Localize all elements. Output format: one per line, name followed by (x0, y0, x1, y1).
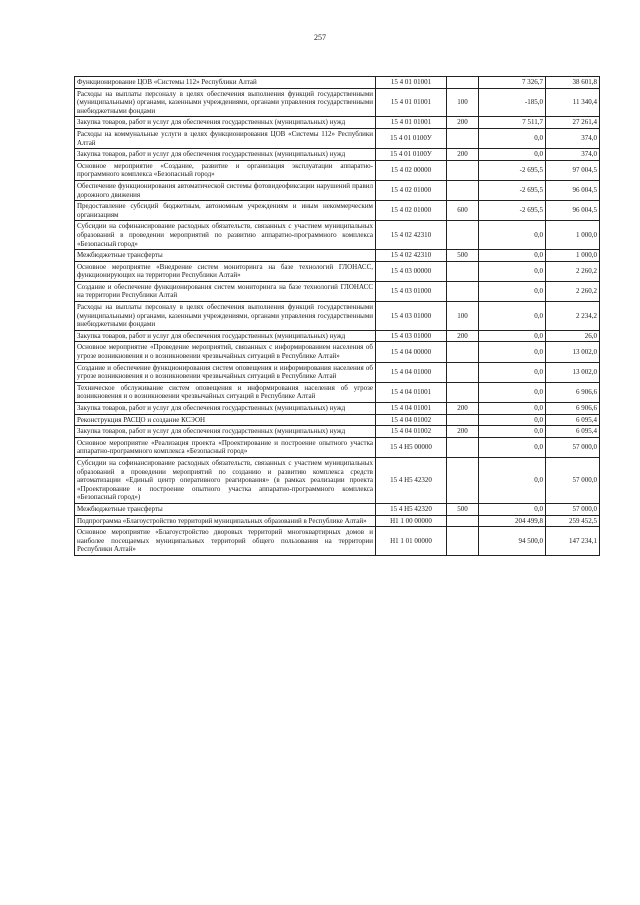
row-expense-type-cell: 600 (447, 201, 479, 221)
row-name-cell: Создание и обеспечение функционирования систем оповещения и информирования населения об угрозе возникновения и о возникновении чрезвычайных ситуаций в Республике Алтай (75, 362, 376, 382)
row-change-amount-cell: 94 500,0 (479, 527, 546, 556)
row-name-cell: Закупка товаров, работ и услуг для обеспечения государственных (муниципальных) нужд (75, 426, 376, 438)
row-code-cell: 15 4 01 01001 (376, 88, 447, 117)
row-change-amount-cell: 0,0 (479, 426, 546, 438)
row-code-cell: 15 4 02 00000 (376, 160, 447, 180)
table-row (75, 362, 600, 382)
row-name-cell: Реконструкция РАСЦО и создание КСЭОН (75, 414, 376, 426)
row-code-cell: 15 4 Н5 42320 (376, 503, 447, 515)
row-code-cell: 15 4 01 01001 (376, 77, 447, 89)
row-name-cell: Расходы на выплаты персоналу в целях обеспечения выполнения функций государственными (муниципальными) органами, казенными учреждениями, органами управления государственными внебюджетными фондами (75, 88, 376, 117)
row-total-amount-cell: 1 000,0 (546, 221, 600, 250)
row-name-cell: Создание и обеспечение функционирования систем мониторинга на базе технологий ГЛОНАСС на территории Республики Алтай (75, 281, 376, 301)
row-total-amount-cell: 6 906,6 (546, 382, 600, 402)
table-row (75, 261, 600, 281)
table-row (75, 250, 600, 262)
table-row (75, 515, 600, 527)
row-expense-type-cell: 200 (447, 330, 479, 342)
row-name-cell: Закупка товаров, работ и услуг для обеспечения государственных (муниципальных) нужд (75, 117, 376, 129)
table-row (75, 457, 600, 503)
table-row (75, 117, 600, 129)
row-expense-type-cell (447, 362, 479, 382)
row-name-cell: Межбюджетные трансферты (75, 250, 376, 262)
row-total-amount-cell: 13 002,0 (546, 362, 600, 382)
row-expense-type-cell (447, 77, 479, 89)
row-code-cell: 15 4 04 01001 (376, 403, 447, 415)
row-expense-type-cell: 100 (447, 302, 479, 331)
row-name-cell: Субсидии на софинансирование расходных обязательств, связанных с участием муниципальных образований в проведении мероприятий по развитию аппаратно-программного комплекса «Безопасный город» (75, 221, 376, 250)
table-row (75, 403, 600, 415)
row-expense-type-cell: 200 (447, 426, 479, 438)
row-code-cell: 15 4 04 01000 (376, 362, 447, 382)
row-code-cell: 15 4 03 00000 (376, 261, 447, 281)
row-total-amount-cell: 1 000,0 (546, 250, 600, 262)
row-expense-type-cell (447, 382, 479, 402)
row-total-amount-cell: 27 261,4 (546, 117, 600, 129)
table-row (75, 437, 600, 457)
row-expense-type-cell (447, 221, 479, 250)
row-code-cell: 15 4 01 0100У (376, 149, 447, 161)
row-code-cell: 15 4 03 01000 (376, 281, 447, 301)
row-change-amount-cell: 204 499,8 (479, 515, 546, 527)
table-row (75, 128, 600, 148)
row-change-amount-cell: 0,0 (479, 281, 546, 301)
row-change-amount-cell: 0,0 (479, 382, 546, 402)
row-change-amount-cell: 0,0 (479, 221, 546, 250)
row-change-amount-cell: 0,0 (479, 503, 546, 515)
row-total-amount-cell: 96 004,5 (546, 201, 600, 221)
row-name-cell: Субсидии на софинансирование расходных обязательств, связанных с участием муниципальных образований в проведении мероприятий по созданию и развитию комплекса средств автоматизации «Единый центр оперативного реагирования» (в рамках реализации проекта «Проектирование и построение опытного участка аппаратно-программного комплекса «Безопасный город») (75, 457, 376, 503)
row-total-amount-cell: 57 000,0 (546, 437, 600, 457)
table-row (75, 149, 600, 161)
row-code-cell: 15 4 04 00000 (376, 342, 447, 362)
row-code-cell: 15 4 02 42310 (376, 250, 447, 262)
table-row (75, 180, 600, 200)
row-name-cell: Закупка товаров, работ и услуг для обеспечения государственных (муниципальных) нужд (75, 403, 376, 415)
row-code-cell: 15 4 Н5 42320 (376, 457, 447, 503)
row-code-cell: 15 4 01 01001 (376, 117, 447, 129)
row-change-amount-cell: 7 326,7 (479, 77, 546, 89)
table-row (75, 77, 600, 89)
row-change-amount-cell: 0,0 (479, 149, 546, 161)
row-total-amount-cell: 13 002,0 (546, 342, 600, 362)
table-row (75, 88, 600, 117)
row-name-cell: Предоставление субсидий бюджетным, автономным учреждениям и иным некоммерческим организациям (75, 201, 376, 221)
row-total-amount-cell: 147 234,1 (546, 527, 600, 556)
row-expense-type-cell: 200 (447, 403, 479, 415)
row-total-amount-cell: 6 095,4 (546, 426, 600, 438)
row-change-amount-cell: 0,0 (479, 261, 546, 281)
row-total-amount-cell: 38 601,8 (546, 77, 600, 89)
row-code-cell: 15 4 03 01000 (376, 302, 447, 331)
table-row (75, 221, 600, 250)
table-row (75, 330, 600, 342)
row-code-cell: 15 4 04 01002 (376, 426, 447, 438)
row-expense-type-cell (447, 180, 479, 200)
row-total-amount-cell: 96 004,5 (546, 180, 600, 200)
row-change-amount-cell: 0,0 (479, 330, 546, 342)
row-name-cell: Закупка товаров, работ и услуг для обеспечения государственных (муниципальных) нужд (75, 149, 376, 161)
row-name-cell: Основное мероприятие «Реализация проекта «Проектирование и построение опытного участка аппаратно-программного комплекса «Безопасный город» (75, 437, 376, 457)
row-total-amount-cell: 57 000,0 (546, 457, 600, 503)
budget-table-body (75, 77, 600, 556)
row-code-cell: 15 4 02 42310 (376, 221, 447, 250)
row-code-cell: Н1 1 01 00000 (376, 527, 447, 556)
row-name-cell: Техническое обслуживание систем оповещения и информирования населения об угрозе возникновения и о возникновении чрезвычайных ситуаций в Республике Алтай (75, 382, 376, 402)
table-row (75, 302, 600, 331)
row-change-amount-cell: 0,0 (479, 302, 546, 331)
row-change-amount-cell: -2 695,5 (479, 180, 546, 200)
table-row (75, 160, 600, 180)
table-row (75, 503, 600, 515)
table-row (75, 426, 600, 438)
row-change-amount-cell: 0,0 (479, 414, 546, 426)
row-total-amount-cell: 2 260,2 (546, 261, 600, 281)
row-expense-type-cell: 200 (447, 117, 479, 129)
row-total-amount-cell: 97 004,5 (546, 160, 600, 180)
row-change-amount-cell: -185,0 (479, 88, 546, 117)
row-code-cell: 15 4 01 0100У (376, 128, 447, 148)
row-expense-type-cell: 200 (447, 149, 479, 161)
row-code-cell: 15 4 Н5 00000 (376, 437, 447, 457)
row-total-amount-cell: 374,0 (546, 149, 600, 161)
row-change-amount-cell: -2 695,5 (479, 160, 546, 180)
row-expense-type-cell (447, 160, 479, 180)
row-name-cell: Основное мероприятие «Проведение мероприятий, связанных с информированием населения об угрозе возникновения и о возникновении чрезвычайных ситуаций в Республике Алтай» (75, 342, 376, 362)
table-row (75, 201, 600, 221)
row-name-cell: Функционирование ЦОВ «Системы 112» Республики Алтай (75, 77, 376, 89)
row-change-amount-cell: 7 511,7 (479, 117, 546, 129)
row-total-amount-cell: 57 000,0 (546, 503, 600, 515)
row-code-cell: 15 4 02 01000 (376, 201, 447, 221)
row-change-amount-cell: 0,0 (479, 457, 546, 503)
row-total-amount-cell: 11 340,4 (546, 88, 600, 117)
row-total-amount-cell: 2 260,2 (546, 281, 600, 301)
row-expense-type-cell: 500 (447, 250, 479, 262)
row-change-amount-cell: 0,0 (479, 362, 546, 382)
row-name-cell: Расходы на выплаты персоналу в целях обеспечения выполнения функций государственными (муниципальными) органами, казенными учреждениями, органами управления государственными внебюджетными фондами (75, 302, 376, 331)
row-total-amount-cell: 26,0 (546, 330, 600, 342)
row-expense-type-cell (447, 281, 479, 301)
row-expense-type-cell (447, 342, 479, 362)
row-name-cell: Межбюджетные трансферты (75, 503, 376, 515)
row-expense-type-cell: 500 (447, 503, 479, 515)
row-change-amount-cell: 0,0 (479, 342, 546, 362)
row-code-cell: 15 4 04 01001 (376, 382, 447, 402)
row-change-amount-cell: 0,0 (479, 250, 546, 262)
table-row (75, 414, 600, 426)
page-number: 257 (314, 33, 326, 42)
row-name-cell: Подпрограмма «Благоустройство территорий муниципальных образований в Республике Алтай» (75, 515, 376, 527)
row-name-cell: Основное мероприятие «Создание, развитие и организация эксплуатации аппаратно-программного комплекса «Безопасный город» (75, 160, 376, 180)
row-change-amount-cell: 0,0 (479, 128, 546, 148)
row-change-amount-cell: 0,0 (479, 403, 546, 415)
row-name-cell: Расходы на коммунальные услуги в целях функционирования ЦОВ «Системы 112» Республики Алтай (75, 128, 376, 148)
row-code-cell: 15 4 02 01000 (376, 180, 447, 200)
budget-table (74, 76, 600, 556)
row-change-amount-cell: 0,0 (479, 437, 546, 457)
row-total-amount-cell: 374,0 (546, 128, 600, 148)
row-expense-type-cell: 100 (447, 88, 479, 117)
row-expense-type-cell (447, 437, 479, 457)
row-total-amount-cell: 6 095,4 (546, 414, 600, 426)
row-expense-type-cell (447, 527, 479, 556)
row-total-amount-cell: 259 452,5 (546, 515, 600, 527)
row-total-amount-cell: 6 906,6 (546, 403, 600, 415)
table-row (75, 342, 600, 362)
row-code-cell: 15 4 03 01000 (376, 330, 447, 342)
row-name-cell: Обеспечение функционирования автоматической системы фотовидеофиксации нарушений правил дорожного движения (75, 180, 376, 200)
row-name-cell: Основное мероприятие «Благоустройство дворовых территорий многоквартирных домов и наиболее посещаемых муниципальных территорий общего пользования на территории Республики Алтай» (75, 527, 376, 556)
row-change-amount-cell: -2 695,5 (479, 201, 546, 221)
table-row (75, 527, 600, 556)
row-name-cell: Закупка товаров, работ и услуг для обеспечения государственных (муниципальных) нужд (75, 330, 376, 342)
row-expense-type-cell (447, 128, 479, 148)
row-expense-type-cell (447, 515, 479, 527)
row-total-amount-cell: 2 234,2 (546, 302, 600, 331)
table-row (75, 382, 600, 402)
row-name-cell: Основное мероприятие «Внедрение систем мониторинга на базе технологий ГЛОНАСС, функционирующих на территории Республики Алтай» (75, 261, 376, 281)
row-expense-type-cell (447, 261, 479, 281)
row-code-cell: Н1 1 00 00000 (376, 515, 447, 527)
row-expense-type-cell (447, 457, 479, 503)
row-expense-type-cell (447, 414, 479, 426)
table-row (75, 281, 600, 301)
row-code-cell: 15 4 04 01002 (376, 414, 447, 426)
